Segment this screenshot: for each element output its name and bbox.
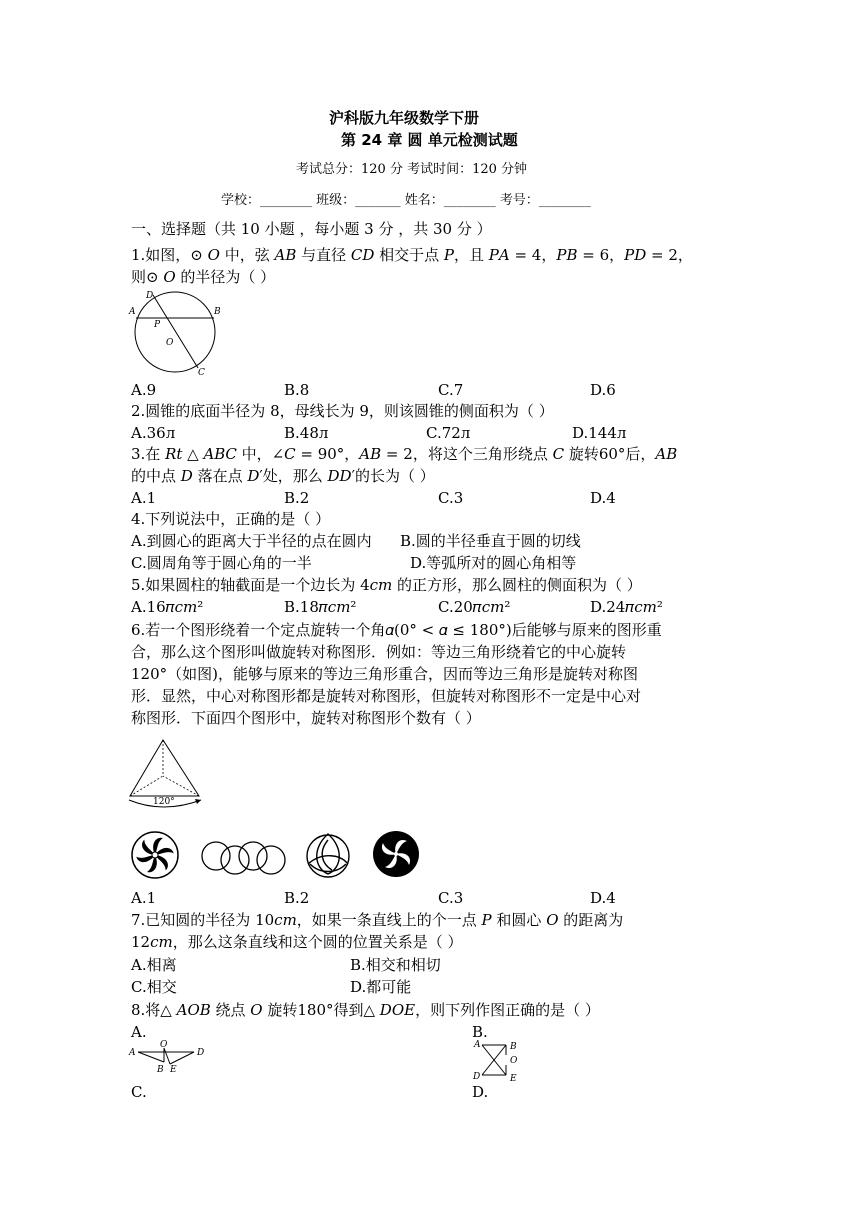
question-7-line-2: 12𝑐𝑚，那么这条直线和这个圆的位置关系是（ ） <box>131 933 463 951</box>
windmill-icon <box>130 830 180 880</box>
label-d: D <box>146 291 154 301</box>
question-8-option-d: D. <box>472 1083 489 1101</box>
question-3-line-1: 3.在 𝑅𝑡 △ 𝐴𝐵𝐶 中，∠𝐶 = 90°，𝐴𝐵 = 2，将这个三角形绕点 𝐶 旋转60°后，𝐴𝐵 <box>131 445 678 463</box>
question-8-line-1: 8.将△ 𝐴𝑂𝐵 绕点 𝑂 旋转180°得到△ 𝐷𝑂𝐸，则下列作图正确的是（ ） <box>131 1001 600 1019</box>
question-6-line-4: 形．显然，中心对称图形都是旋转对称图形，但旋转对称图形不一定是中心对 <box>131 687 642 705</box>
question-6-line-5: 称图形．下面四个图形中，旋转对称图形个数有（ ） <box>131 709 481 727</box>
fig-a-label-o: O <box>160 1040 168 1050</box>
fig-b-label-e: E <box>510 1074 517 1084</box>
question-1-option-b: B.8 <box>284 381 310 399</box>
label-o: O <box>166 338 174 348</box>
exam-info: 考试总分：120 分 考试时间：120 分钟 <box>296 162 528 177</box>
question-6-option-a: A.1 <box>131 889 157 907</box>
fig-b-label-d: D <box>473 1072 481 1082</box>
fig-b-label-a: A <box>474 1040 481 1050</box>
question-5-option-a: A.16𝜋𝑐𝑚² <box>131 598 204 616</box>
question-4-option-d: D.等弧所对的圆心角相等 <box>410 554 577 572</box>
question-2-option-a: A.36л <box>131 424 176 442</box>
question-7-option-d: D.都可能 <box>350 978 412 996</box>
question-3-option-d: D.4 <box>590 489 616 507</box>
question-2-line-1: 2.圆锥的底面半径为 8，母线长为 9，则该圆锥的侧面积为（ ） <box>131 402 554 420</box>
circle-chord-figure <box>128 288 228 378</box>
question-7-option-b: B.相交和相切 <box>350 956 441 974</box>
equilateral-triangle-figure <box>127 738 207 810</box>
fig-b-label-o: O <box>510 1056 518 1066</box>
question-5-option-b: B.18𝜋𝑐𝑚² <box>284 598 357 616</box>
question-6-option-b: B.2 <box>284 889 310 907</box>
question-2-option-b: B.48л <box>284 424 329 442</box>
question-6-line-3: 120°（如图)，能够与原来的等边三角形重合，因而等边三角形是旋转对称图 <box>131 665 638 683</box>
question-4-option-a: A.到圆心的距离大于半径的点在圆内 <box>131 532 372 550</box>
triquetra-icon <box>302 828 354 880</box>
question-8-option-a: A. <box>131 1023 147 1041</box>
question-1-line-1: 1.如图，⊙ 𝑂 中，弦 𝐴𝐵 与直径 𝐶𝐷 相交于点 𝑃，且 𝑃𝐴 = 4，𝑃𝐵 = 6，𝑃𝐷 = 2， <box>131 246 693 264</box>
question-2-option-c: C.72л <box>426 424 471 442</box>
question-4-line-1: 4.下列说法中，正确的是（ ） <box>131 510 331 528</box>
question-6-line-1: 6.若一个图形绕着一个定点旋转一个角𝛼(0° < 𝛼 ≤ 180°)后能够与原来的图形重 <box>131 621 662 639</box>
question-1-line-2: 则⊙ 𝑂 的半径为（ ） <box>131 268 276 286</box>
label-a: A <box>129 307 136 317</box>
question-7-option-c: C.相交 <box>131 978 177 996</box>
rotation-figure-a <box>128 1038 212 1078</box>
student-info: 学校：________ 班级：_______ 姓名：________ 考号：________ <box>221 193 591 208</box>
document-title: 沪科版九年级数学下册 <box>329 109 480 127</box>
fig-a-label-e: E <box>170 1065 177 1075</box>
question-6-line-2: 合，那么这个图形叫做旋转对称图形．例如：等边三角形绕着它的中心旋转 <box>131 643 627 661</box>
question-3-option-c: C.3 <box>438 489 464 507</box>
fig-b-label-b: B <box>510 1042 517 1052</box>
question-3-line-2: 的中点 𝐷 落在点 𝐷′处，那么 𝐷𝐷′的长为（ ） <box>131 467 435 485</box>
fig-a-label-a: A <box>129 1048 136 1058</box>
document-subtitle: 第 24 章 圆 单元检测试题 <box>341 131 518 149</box>
fig-a-label-b: B <box>157 1065 164 1075</box>
question-5-option-d: D.24𝜋𝑐𝑚² <box>590 598 663 616</box>
question-5-option-c: C.20𝜋𝑐𝑚² <box>438 598 511 616</box>
question-4-option-c: C.圆周角等于圆心角的一半 <box>131 554 312 572</box>
label-b: B <box>214 307 221 317</box>
question-7-line-1: 7.已知圆的半径为 10𝑐𝑚，如果一条直线上的个一点 𝑃 和圆心 𝑂 的距离为 <box>131 911 624 929</box>
question-5-line-1: 5.如果圆柱的轴截面是一个边长为 4𝑐𝑚 的正方形，那么圆柱的侧面积为（ ） <box>131 576 642 594</box>
question-4-option-b: B.圆的半径垂直于圆的切线 <box>400 532 581 550</box>
question-8-option-c: C. <box>131 1083 147 1101</box>
fig-a-label-d: D <box>197 1048 205 1058</box>
angle-label: 120° <box>153 797 175 807</box>
rotation-figure-b <box>472 1037 532 1087</box>
question-2-option-d: D.144л <box>572 424 627 442</box>
question-6-option-d: D.4 <box>590 889 616 907</box>
olympic-rings-icon <box>200 838 286 878</box>
question-3-option-a: A.1 <box>131 489 157 507</box>
label-c: C <box>198 368 205 378</box>
question-1-option-c: C.7 <box>438 381 464 399</box>
question-1-option-d: D.6 <box>590 381 616 399</box>
label-p: P <box>154 320 161 330</box>
question-7-option-a: A.相离 <box>131 956 177 974</box>
question-8-option-b: B. <box>472 1023 488 1041</box>
pinwheel-icon <box>371 829 421 879</box>
section-heading: 一、选择题（共 10 小题 ，每小题 3 分 ，共 30 分 ） <box>131 220 492 238</box>
question-6-option-c: C.3 <box>438 889 464 907</box>
question-1-option-a: A.9 <box>131 381 157 399</box>
question-3-option-b: B.2 <box>284 489 310 507</box>
